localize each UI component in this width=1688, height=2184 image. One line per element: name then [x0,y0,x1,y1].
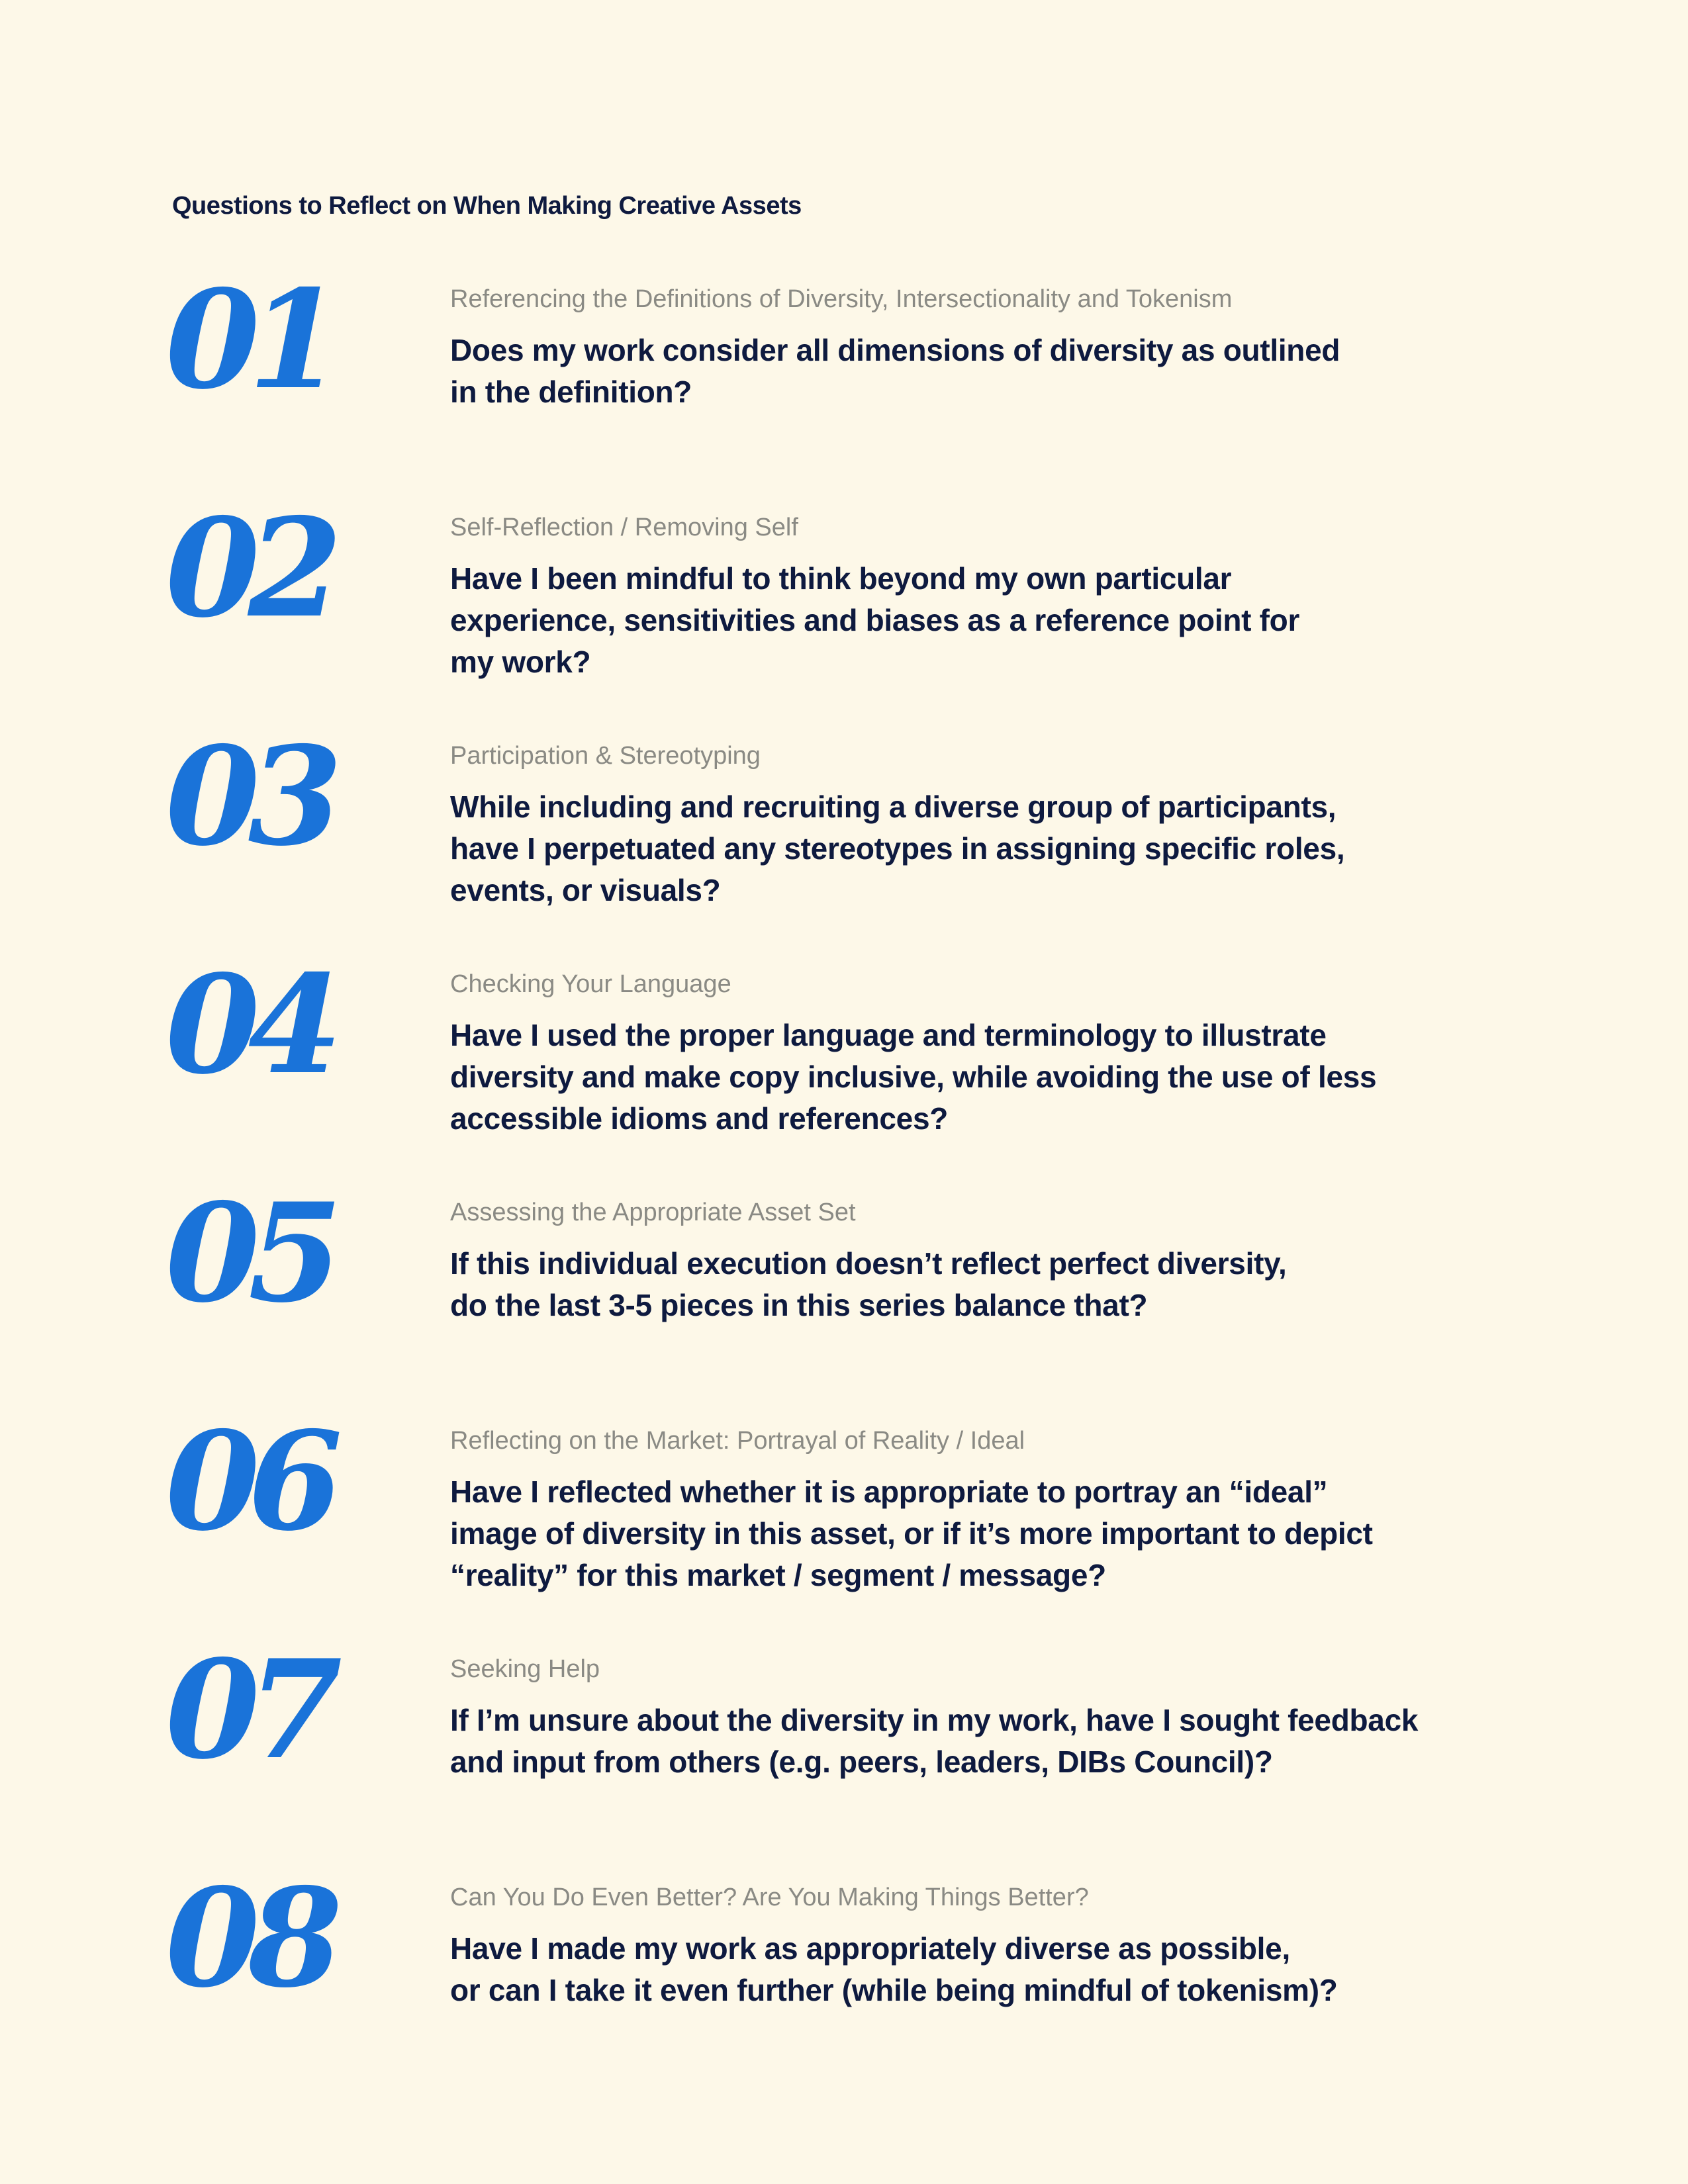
question-line: Does my work consider all dimensions of diversity as outlined [450,333,1340,367]
question-item [0,1402,1688,1645]
question-line: events, or visuals? [450,873,721,907]
question-text [450,1243,1470,1326]
question-number: 07 [165,1631,331,1790]
question-line: have I perpetuated any stereotypes in assigning specific roles, [450,831,1345,866]
question-item [0,1631,1688,1873]
question-line: experience, sensitivities and biases as a reference point for [450,603,1300,637]
question-text [450,330,1470,413]
question-number: 02 [165,489,331,648]
question-number: 08 [165,1859,331,2018]
question-line: Have I been mindful to think beyond my own particular [450,561,1232,596]
question-subtitle: Reflecting on the Market: Portrayal of Reality / Ideal [450,1427,1025,1455]
question-item [0,717,1688,960]
question-line: in the definition? [450,375,692,409]
question-number: 01 [165,261,331,420]
question-subtitle: Checking Your Language [450,970,731,998]
question-item [0,1174,1688,1416]
question-line: Have I used the proper language and terminology to illustrate [450,1018,1327,1052]
question-item [0,261,1688,503]
question-subtitle: Referencing the Definitions of Diversity, Intersectionality and Tokenism [450,285,1233,313]
question-subtitle: Can You Do Even Better? Are You Making Things Better? [450,1884,1089,1911]
question-text [450,1471,1470,1596]
question-text [450,1015,1470,1140]
question-item [0,489,1688,731]
question-text [450,558,1470,683]
question-number: 05 [165,1174,331,1333]
question-subtitle: Assessing the Appropriate Asset Set [450,1199,856,1226]
question-number: 03 [165,717,331,876]
question-subtitle: Participation & Stereotyping [450,742,761,770]
question-line: If I’m unsure about the diversity in my work, have I sought feedback [450,1703,1419,1737]
question-line: image of diversity in this asset, or if it’s more important to depict [450,1516,1373,1551]
question-line: If this individual execution doesn’t reflect perfect diversity, [450,1246,1287,1281]
question-number: 06 [165,1402,331,1561]
question-line: “reality” for this market / segment / message? [450,1558,1106,1592]
question-line: and input from others (e.g. peers, leaders, DIBs Council)? [450,1745,1273,1779]
question-line: Have I reflected whether it is appropriate to portray an “ideal” [450,1475,1328,1509]
question-line: diversity and make copy inclusive, while avoiding the use of less [450,1060,1377,1094]
question-text [450,1928,1470,2011]
question-line: accessible idioms and references? [450,1101,949,1136]
question-text [450,1700,1470,1783]
question-line: Have I made my work as appropriately diverse as possible, [450,1931,1290,1966]
question-line: or can I take it even further (while being mindful of tokenism)? [450,1973,1338,2007]
question-item [0,1859,1688,2101]
question-text [450,786,1470,911]
page-title: Questions to Reflect on When Making Creative Assets [172,192,802,220]
question-item [0,946,1688,1188]
question-number: 04 [165,946,331,1105]
question-line: While including and recruiting a diverse group of participants, [450,790,1336,824]
question-line: do the last 3-5 pieces in this series balance that? [450,1288,1148,1322]
question-subtitle: Self-Reflection / Removing Self [450,514,798,541]
question-subtitle: Seeking Help [450,1655,600,1683]
question-line: my work? [450,645,591,679]
